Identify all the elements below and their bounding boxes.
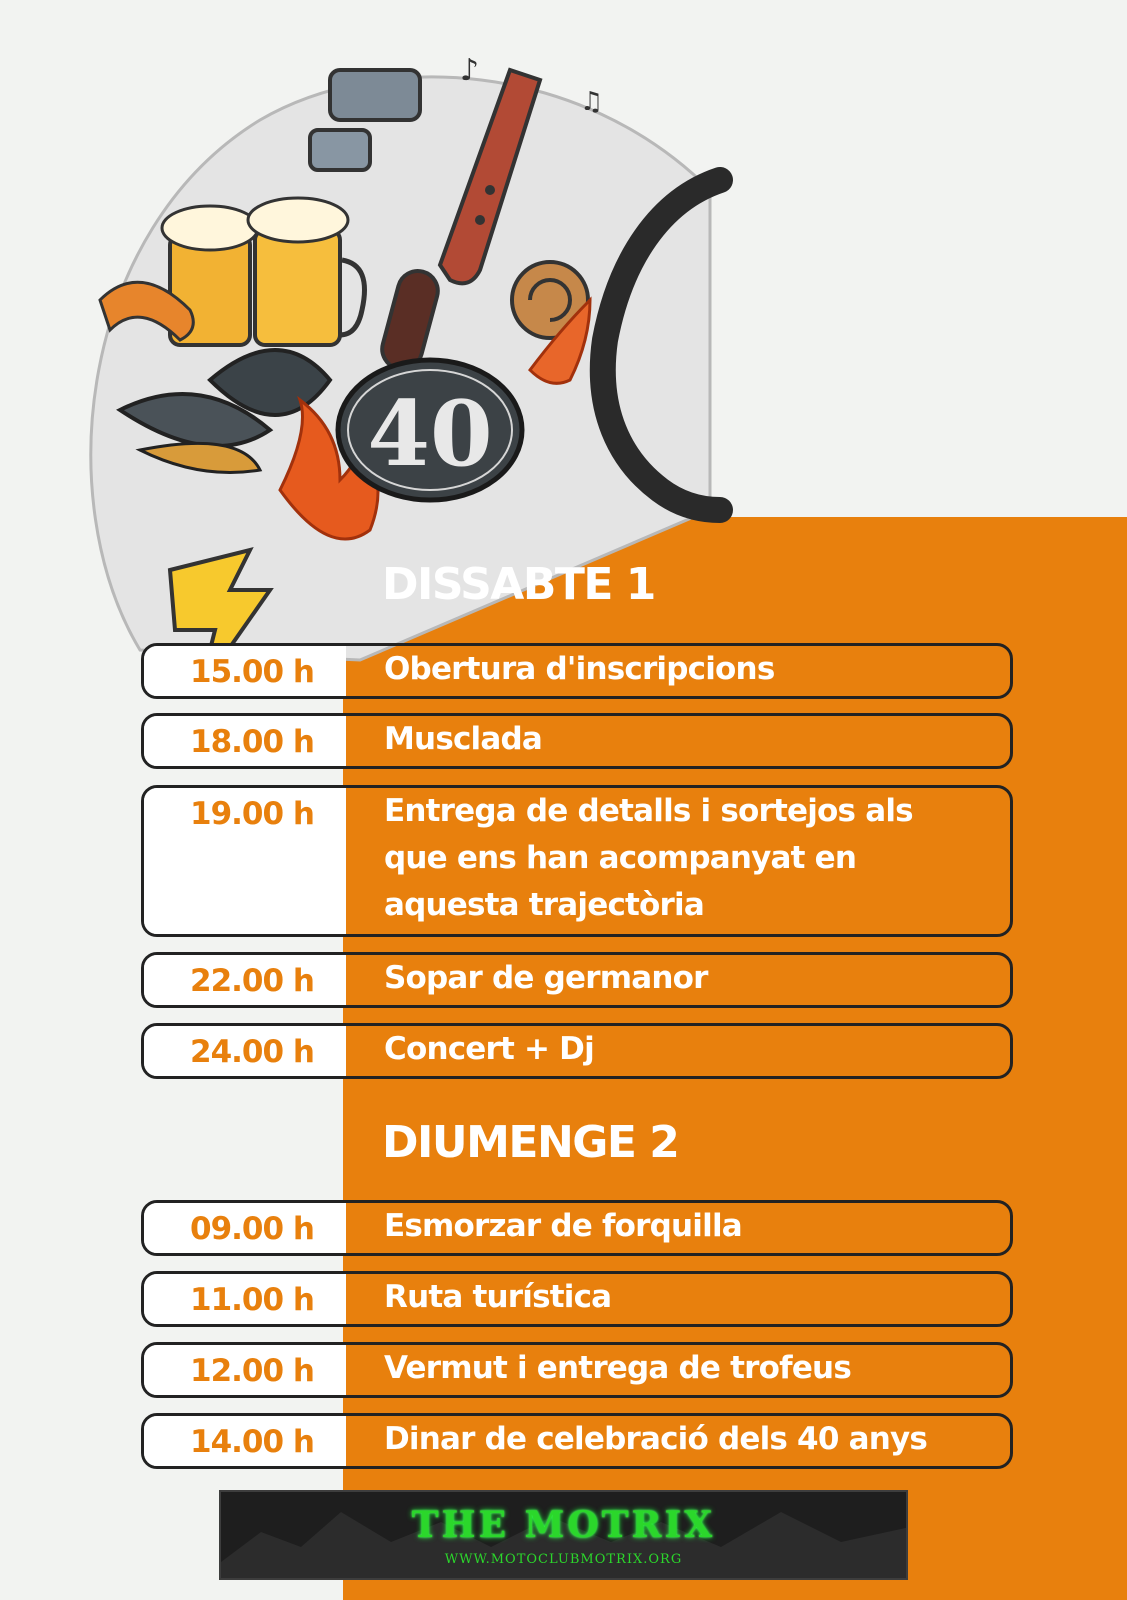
logo-url: WWW.MOTOCLUBMOTRIX.ORG: [444, 1552, 683, 1567]
music-note-icon: ♫: [580, 87, 604, 117]
schedule-row: [141, 785, 1013, 937]
event-description: Ruta turística: [384, 1279, 612, 1315]
event-description: Obertura d'inscripcions: [384, 651, 775, 687]
event-description: Esmorzar de forquilla: [384, 1208, 742, 1244]
event-description: Musclada: [384, 721, 542, 757]
event-time: 24.00 h: [190, 1034, 314, 1070]
event-time: 09.00 h: [190, 1211, 314, 1247]
event-time: 14.00 h: [190, 1424, 314, 1460]
event-description: Vermut i entrega de trofeus: [384, 1350, 851, 1386]
logo-title: THE MOTRIX: [411, 1504, 716, 1546]
event-description: Sopar de germanor: [384, 960, 708, 996]
helmet-number: 40: [367, 381, 493, 487]
event-description: Dinar de celebració dels 40 anys: [384, 1421, 928, 1457]
day-title-saturday: DISSABTE 1: [382, 559, 655, 610]
schedule-row: [141, 1200, 1013, 1256]
event-description: Entrega de detalls i sortejos als que ens han acompanyat en aquesta trajectòria: [384, 793, 913, 923]
event-description: Concert + Dj: [384, 1031, 594, 1067]
schedule-row: [141, 713, 1013, 769]
event-time: 18.00 h: [190, 724, 314, 760]
schedule-row: [141, 1023, 1013, 1079]
music-note-icon: ♪: [460, 53, 480, 88]
event-time: 12.00 h: [190, 1353, 314, 1389]
schedule-row: [141, 1342, 1013, 1398]
event-time: 15.00 h: [190, 654, 314, 690]
schedule-row: [141, 643, 1013, 699]
event-time: 22.00 h: [190, 963, 314, 999]
club-logo: [219, 1490, 908, 1580]
day-title-sunday: DIUMENGE 2: [382, 1117, 679, 1168]
schedule-row: [141, 952, 1013, 1008]
event-time: 11.00 h: [190, 1282, 314, 1318]
schedule-row: [141, 1413, 1013, 1469]
event-time: 19.00 h: [190, 796, 314, 832]
schedule-row: [141, 1271, 1013, 1327]
